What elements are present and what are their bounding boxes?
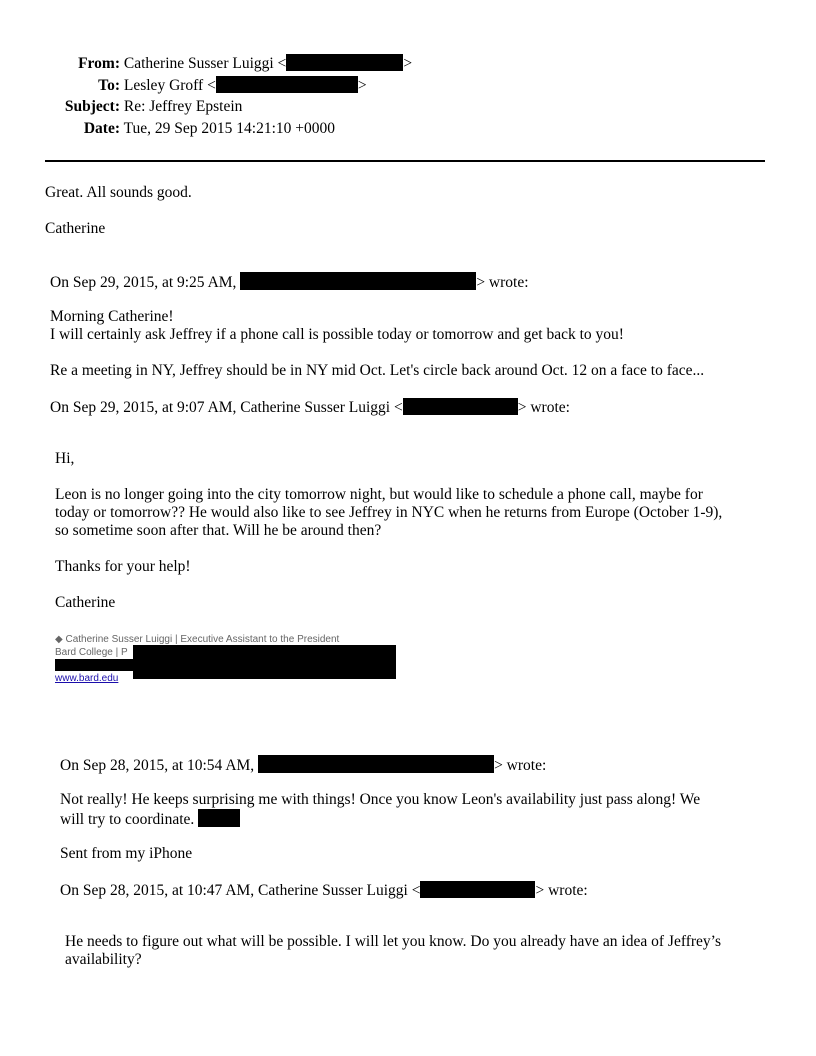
attribution-text: On Sep 29, 2015, at 9:07 AM, Catherine Susser Luiggi < <box>50 399 403 416</box>
quote4-attribution <box>60 881 588 900</box>
quote3-line-text: will try to coordinate. <box>60 811 195 828</box>
signature-line: ◆ Catherine Susser Luiggi | Executive Assistant to the President <box>55 634 340 645</box>
redaction-block <box>198 809 240 827</box>
quote2-attribution <box>50 398 570 417</box>
quote1-line: I will certainly ask Jeffrey if a phone call is possible today or tomorrow and get back to you! <box>50 326 624 343</box>
subject-value: Re: Jeffrey Epstein <box>123 98 243 115</box>
quote1-line: Morning Catherine! <box>50 308 174 325</box>
quote3-line: Not really! He keeps surprising me with things! Once you know Leon's availability just pass along! We <box>60 791 701 808</box>
quote3-sent-from: Sent from my iPhone <box>60 845 193 862</box>
quote4-line: availability? <box>65 951 142 968</box>
redaction-block <box>216 76 358 93</box>
date-label: Date: <box>83 120 120 137</box>
attribution-text: On Sep 28, 2015, at 10:54 AM, <box>60 757 255 774</box>
attribution-wrote: > wrote: <box>517 399 570 416</box>
quote1-attribution <box>50 272 529 292</box>
quote2-signoff: Catherine <box>55 594 116 611</box>
redaction-block <box>55 659 135 671</box>
body-signoff: Catherine <box>45 220 106 237</box>
quote4-line: He needs to figure out what will be possible. I will let you know. Do you already have an idea of Jeffrey’s <box>65 933 721 950</box>
attribution-wrote: > wrote: <box>494 757 547 774</box>
header-date-row <box>0 120 335 138</box>
header-from-row <box>0 54 412 73</box>
quote2-line: Leon is no longer going into the city tomorrow night, but would like to schedule a phone call, maybe for <box>55 486 703 503</box>
redaction-block <box>133 645 396 679</box>
redaction-block <box>420 881 535 898</box>
quote2-greeting: Hi, <box>55 450 75 467</box>
subject-label: Subject: <box>64 98 120 115</box>
attribution-text: On Sep 29, 2015, at 9:25 AM, <box>50 274 237 291</box>
redaction-block <box>286 54 403 71</box>
quote3-attribution <box>60 755 546 775</box>
quote2-line: so sometime soon after that. Will he be around then? <box>55 522 382 539</box>
from-label: From: <box>78 55 120 72</box>
redaction-block <box>403 398 518 415</box>
date-value: Tue, 29 Sep 2015 14:21:10 +0000 <box>123 120 336 137</box>
header-to-row <box>0 76 367 95</box>
attribution-wrote: > wrote: <box>476 274 529 291</box>
to-close: > <box>357 77 367 94</box>
quote2-thanks: Thanks for your help! <box>55 558 191 575</box>
attribution-wrote: > wrote: <box>535 882 588 899</box>
attribution-text: On Sep 28, 2015, at 10:47 AM, Catherine Susser Luiggi < <box>60 882 421 899</box>
quote1-line: Re a meeting in NY, Jeffrey should be in NY mid Oct. Let's circle back around Oct. 12 on a face to face... <box>50 362 705 379</box>
body-line: Great. All sounds good. <box>45 184 192 201</box>
to-label: To: <box>98 77 120 94</box>
from-value: Catherine Susser Luiggi < <box>123 55 287 72</box>
quote3-line <box>60 809 240 829</box>
redaction-block <box>258 755 494 773</box>
header-divider <box>45 160 765 162</box>
to-value: Lesley Groff < <box>123 77 216 94</box>
header-subject-row <box>0 98 242 116</box>
signature-link-row <box>55 672 118 685</box>
signature-line: Bard College | P <box>55 647 128 658</box>
website-link[interactable]: www.bard.edu <box>55 673 119 684</box>
from-close: > <box>403 55 413 72</box>
quote2-line: today or tomorrow?? He would also like to see Jeffrey in NYC when he returns from Europe (October 1-9), <box>55 504 723 521</box>
redaction-block <box>240 272 476 290</box>
